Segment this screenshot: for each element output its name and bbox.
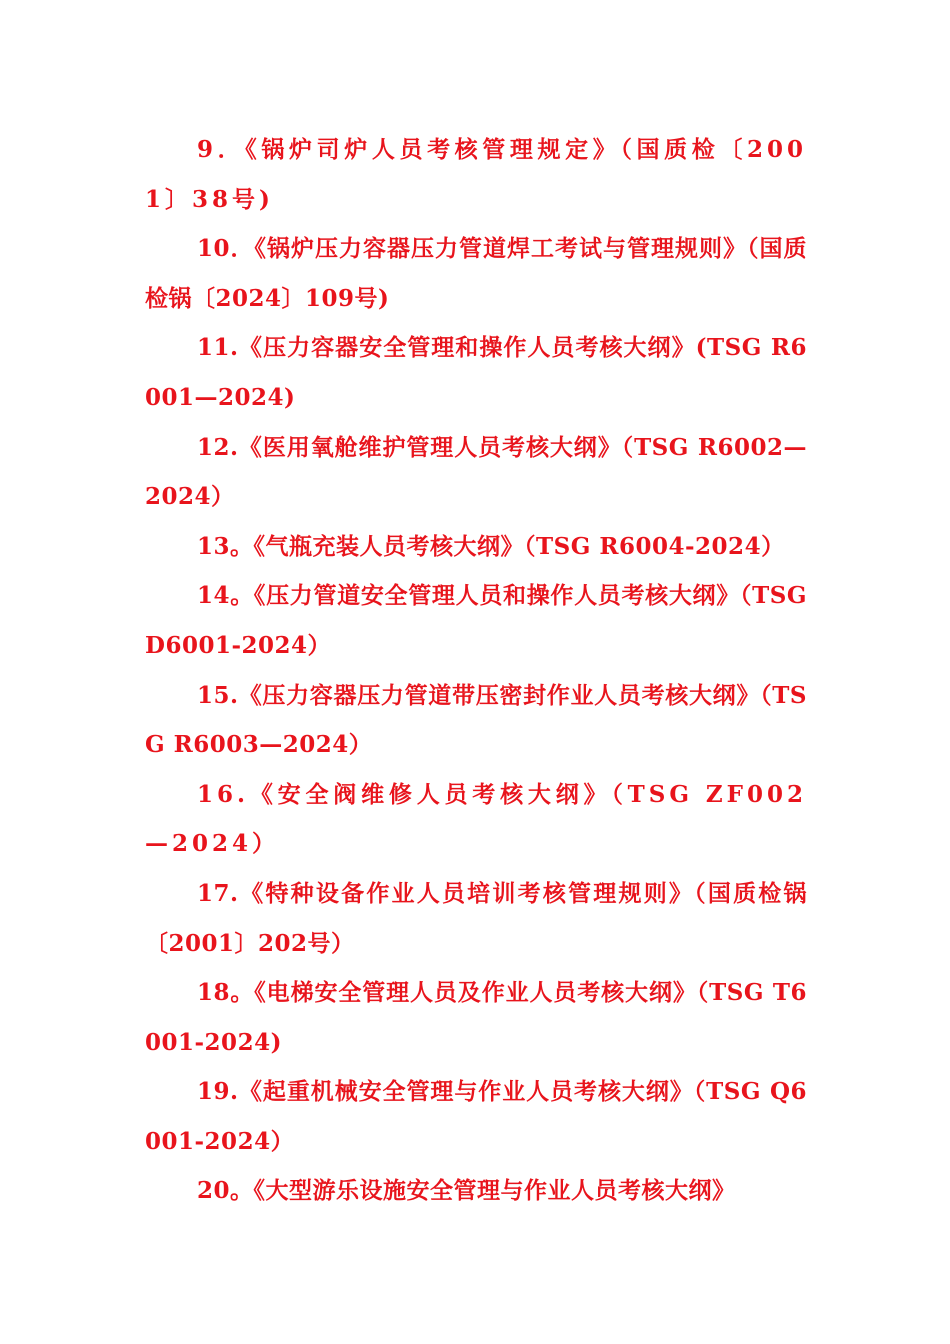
- regulation-item-15: 15.《压力容器压力管道带压密封作业人员考核大纲》（TSG R6003—2024）: [145, 681, 807, 759]
- regulation-list: [145, 125, 807, 1216]
- regulation-item-9: 9．《锅炉司炉人员考核管理规定》（国质检〔2001〕38号): [145, 136, 807, 213]
- regulation-item-17: 17.《特种设备作业人员培训考核管理规则》（国质检锅〔2001〕202号）: [145, 879, 807, 957]
- regulation-item-20: 20。《大型游乐设施安全管理与作业人员考核大纲》: [197, 1177, 736, 1205]
- regulation-item-11: 11.《压力容器安全管理和操作人员考核大纲》(TSG R6001—2024): [145, 334, 807, 411]
- regulation-item-19: 19.《起重机械安全管理与作业人员考核大纲》（TSG Q6001-2024）: [145, 1078, 807, 1155]
- regulation-item-16: 16.《安全阀维修人员考核大纲》（TSG ZF002—2024）: [145, 780, 807, 858]
- regulation-item-10: 10．《锅炉压力容器压力管道焊工考试与管理规则》（国质检锅〔2024〕109号): [145, 235, 807, 312]
- regulation-item-14: 14。《压力管道安全管理人员和操作人员考核大纲》（TSG D6001-2024）: [145, 582, 807, 659]
- regulation-item-12: 12.《医用氧舱维护管理人员考核大纲》（TSG R6002—2024）: [145, 433, 807, 511]
- regulation-item-13: 13。《气瓶充装人员考核大纲》（TSG R6004-2024）: [197, 532, 785, 560]
- regulation-item-18: 18。《电梯安全管理人员及作业人员考核大纲》（TSG T6001-2024): [145, 979, 807, 1056]
